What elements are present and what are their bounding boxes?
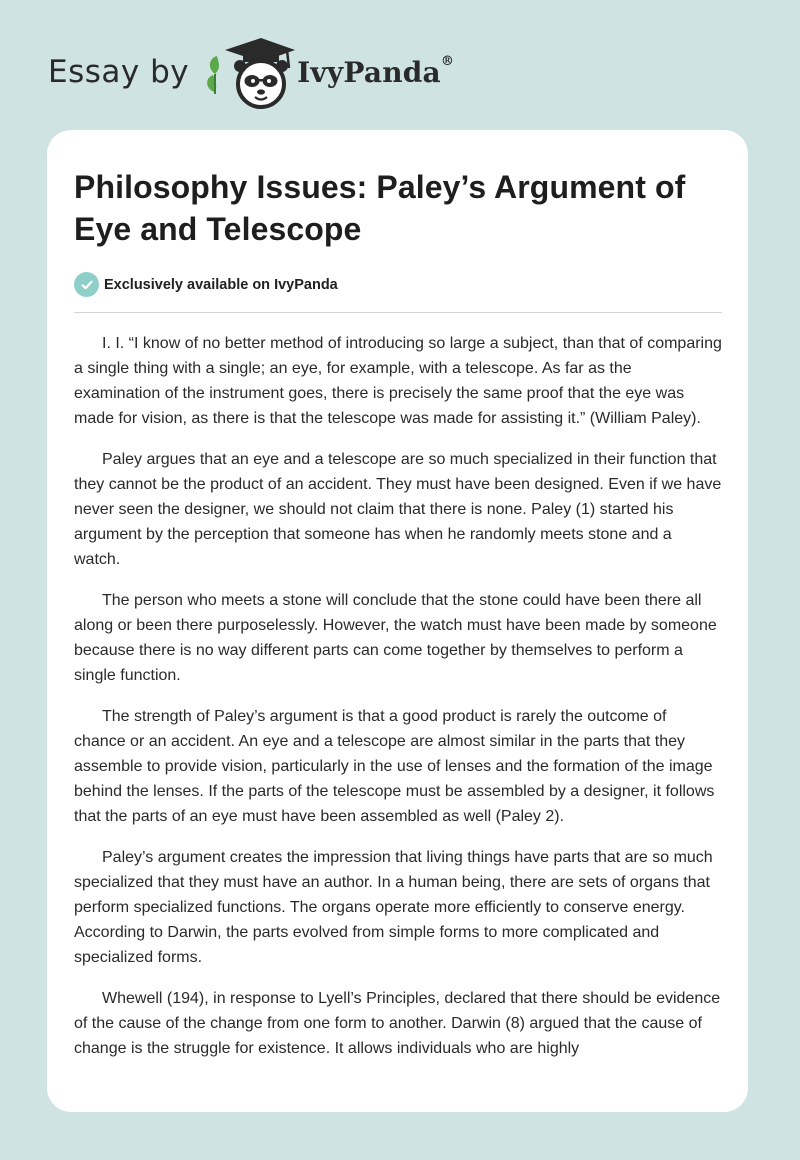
page-title: Philosophy Issues: Paley’s Argument of Eye and Telescope [74,169,686,247]
site-header [48,34,454,110]
essay-body [74,331,722,1061]
brand-name[interactable]: IvyPanda® [297,53,455,89]
registered-mark: ® [440,53,455,69]
essay-by-label: Essay by [48,54,190,90]
check-circle-icon [74,272,99,297]
essay-card [47,130,748,1112]
paragraph: The person who meets a stone will conclude that the stone could have been there all along or been there purposelessly. However, the watch must have been made by someone because there is no way different parts can come together by themselves to perform a single function. [74,592,717,684]
paragraph: Paley’s argument creates the impression that living things have parts that are so much specialized that they must have an author. In a human being, there are sets of organs that perform specialized functions. The organs operate more efficiently to conserve energy. According to Darwin, the parts evolved from simple forms to more complicated and specialized forms. [74,849,713,966]
exclusive-badge-label: Exclusively available on IvyPanda [104,276,338,293]
paragraph: I. I. “I know of no better method of introducing so large a subject, than that of comparing a single thing with a single; an eye, for example, with a telescope. As far as the examination of the instrument goes, there is precisely the same proof that the eye was made for vision, as there is that the telescope was made for assisting it.” (William Paley). [74,335,722,427]
paragraph: Paley argues that an eye and a telescope are so much specialized in their function that they cannot be the product of an accident. They must have been designed. Even if we have never seen the designer, we should not claim that there is none. Paley (1) started his argument by the perception that someone has when he randomly meets stone and a watch. [74,451,722,568]
exclusive-badge [74,272,722,313]
paragraph: The strength of Paley’s argument is that a good product is rarely the outcome of chance or an accident. An eye and a telescope are almost similar in the parts that they assemble to provide vision, particularly in the use of lenses and the formation of the image behind the lenses. If the parts of the telescope must be assembled by a designer, it follows that the parts of an eye must have been assembled as well (Paley 2). [74,708,715,825]
panda-graduate-icon[interactable] [203,34,295,110]
paragraph: Whewell (194), in response to Lyell’s Principles, declared that there should be evidence of the cause of the change from one form to another. Darwin (8) argued that the cause of change is the struggle for existence. It allows individuals who are highly [74,990,721,1057]
